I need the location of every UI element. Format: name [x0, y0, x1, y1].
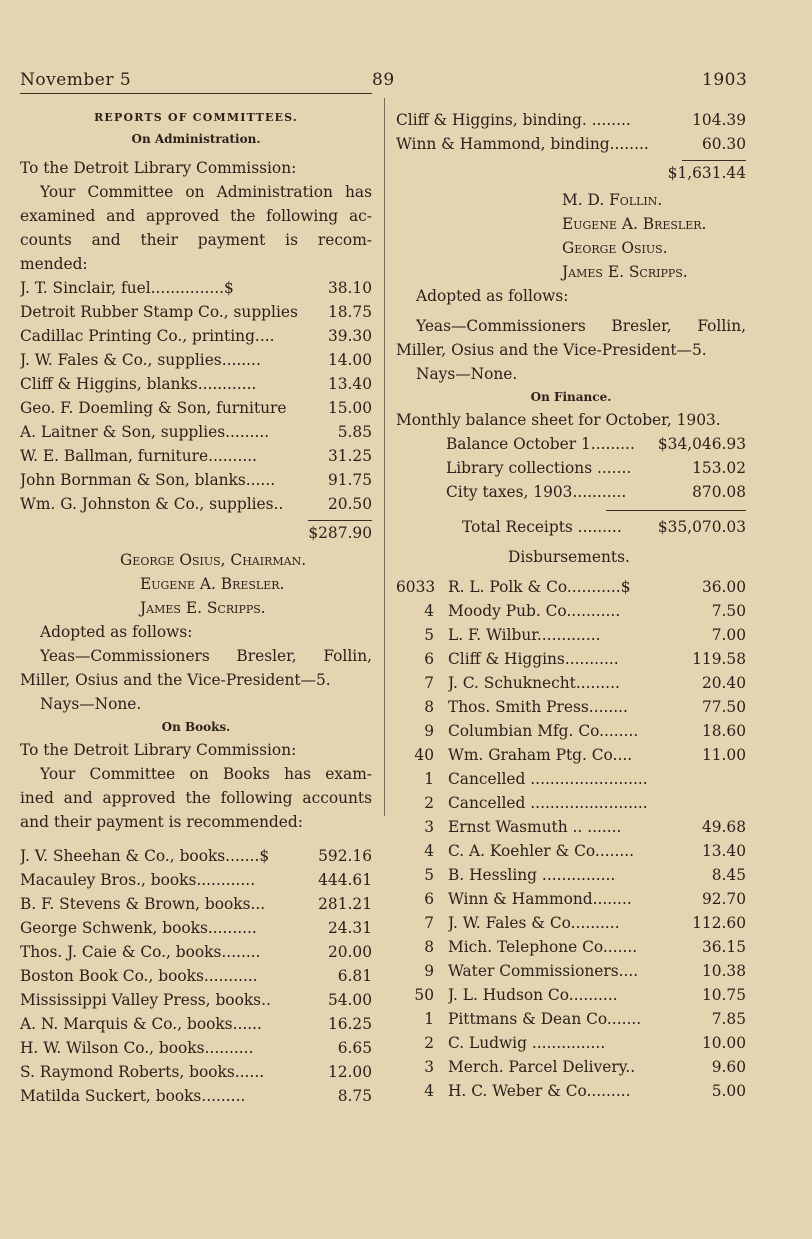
- payee: J. W. Fales & Co..........: [448, 914, 620, 932]
- books-total-amount: $1,631.44: [667, 164, 746, 182]
- disbursement-row: [396, 767, 746, 791]
- books-total: [396, 156, 746, 188]
- amount: 112.60: [692, 914, 746, 932]
- account-amount: 18.75: [327, 303, 372, 321]
- receipt-row: [396, 480, 746, 504]
- voucher-number: 50: [414, 986, 434, 1004]
- receipt-name: Balance October 1.........: [446, 435, 635, 453]
- amount: 11.00: [701, 746, 746, 764]
- disbursement-row: [396, 983, 746, 1007]
- subhead-administration: On Administration.: [131, 132, 261, 146]
- account-amount: 14.00: [327, 351, 372, 369]
- amount: 49.68: [701, 818, 746, 836]
- salutation: To the Detroit Library Commission:: [20, 159, 297, 177]
- account-name: Cliff & Higgins, blanks............: [20, 375, 257, 393]
- subhead-books: On Books.: [161, 720, 231, 734]
- voucher-number: 1: [424, 1010, 434, 1028]
- finance-intro: Monthly balance sheet for October, 1903.: [396, 411, 721, 429]
- account-name: John Bornman & Son, blanks......: [20, 471, 276, 489]
- account-name: J. W. Fales & Co., supplies........: [20, 351, 261, 369]
- header-date: November 5: [20, 70, 132, 90]
- amount: 36.00: [701, 578, 746, 596]
- account-name: J. V. Sheehan & Co., books.......$: [20, 847, 270, 865]
- receipt-name: Library collections .......: [446, 459, 632, 477]
- receipt-amount: 870.08: [692, 483, 746, 501]
- amount: 77.50: [701, 698, 746, 716]
- account-row: [20, 964, 372, 988]
- account-row: [20, 1084, 372, 1108]
- account-amount: 16.25: [327, 1015, 372, 1033]
- account-amount: 15.00: [327, 399, 372, 417]
- account-row: [396, 108, 746, 132]
- amount: 36.15: [701, 938, 746, 956]
- account-name: H. W. Wilson Co., books..........: [20, 1039, 254, 1057]
- account-row: [20, 940, 372, 964]
- account-row: [20, 868, 372, 892]
- account-row: [20, 468, 372, 492]
- intro-line: Your Committee on Administration has: [40, 183, 372, 201]
- disbursement-row: [396, 695, 746, 719]
- payee: Ernst Wasmuth .. .......: [448, 818, 622, 836]
- account-name: Matilda Suckert, books.........: [20, 1087, 246, 1105]
- voucher-number: 6: [424, 650, 434, 668]
- disbursement-row: [396, 863, 746, 887]
- amount: 7.00: [711, 626, 746, 644]
- amount: 10.75: [701, 986, 746, 1004]
- yeas-text: Miller, Osius and the Vice-President—5.: [20, 671, 331, 689]
- payee: Wm. Graham Ptg. Co....: [448, 746, 633, 764]
- section-heading: REPORTS OF COMMITTEES.: [94, 111, 298, 124]
- account-name: A. N. Marquis & Co., books......: [20, 1015, 262, 1033]
- account-amount: 13.40: [327, 375, 372, 393]
- amount: 5.00: [711, 1082, 746, 1100]
- voucher-number: 1: [424, 770, 434, 788]
- account-row: [20, 988, 372, 1012]
- intro-line: examined and approved the following ac-: [20, 207, 372, 225]
- amount: 13.40: [701, 842, 746, 860]
- disbursement-row: [396, 1031, 746, 1055]
- account-row: [20, 276, 372, 300]
- amount: 7.50: [711, 602, 746, 620]
- account-amount: 104.39: [692, 111, 746, 129]
- account-name: Cliff & Higgins, binding. ........: [396, 111, 631, 129]
- payee: L. F. Wilbur.............: [448, 626, 601, 644]
- account-amount: 592.16: [318, 847, 372, 865]
- amount: 9.60: [711, 1058, 746, 1076]
- voucher-number: 3: [424, 818, 434, 836]
- intro-line: counts and their payment is recom-: [20, 231, 372, 249]
- payee: Moody Pub. Co...........: [448, 602, 621, 620]
- account-name: George Schwenk, books..........: [20, 919, 257, 937]
- intro-line: mended:: [20, 255, 88, 273]
- account-name: Wm. G. Johnston & Co., supplies..: [20, 495, 284, 513]
- account-name: Geo. F. Doemling & Son, furniture: [20, 399, 287, 417]
- account-name: B. F. Stevens & Brown, books...: [20, 895, 266, 913]
- account-row: [20, 892, 372, 916]
- signature: M. D. Follin.: [562, 191, 663, 209]
- signature: James E. Scripps.: [562, 263, 688, 281]
- receipt-name: City taxes, 1903...........: [446, 483, 627, 501]
- payee: Cancelled ........................: [448, 770, 648, 788]
- payee: Cliff & Higgins...........: [448, 650, 619, 668]
- account-amount: 5.85: [337, 423, 372, 441]
- voucher-number: 9: [424, 962, 434, 980]
- receipt-row: [396, 456, 746, 480]
- payee: C. Ludwig ...............: [448, 1034, 606, 1052]
- intro-line: Your Committee on Books has exam-: [40, 765, 372, 783]
- disbursement-row: [396, 623, 746, 647]
- payee: B. Hessling ...............: [448, 866, 616, 884]
- voucher-number: 7: [424, 674, 434, 692]
- yeas-text: Miller, Osius and the Vice-President—5.: [396, 341, 707, 359]
- header-rule: [20, 93, 372, 94]
- account-amount: 281.21: [318, 895, 372, 913]
- account-row: [396, 132, 746, 156]
- account-name: Thos. J. Caie & Co., books........: [20, 943, 261, 961]
- payee: J. C. Schuknecht.........: [448, 674, 620, 692]
- disbursement-row: [396, 839, 746, 863]
- amount: 92.70: [701, 890, 746, 908]
- account-row: [20, 324, 372, 348]
- voucher-number: 7: [424, 914, 434, 932]
- account-name: Detroit Rubber Stamp Co., supplies: [20, 303, 298, 321]
- account-amount: 444.61: [318, 871, 372, 889]
- column-divider: [384, 98, 385, 816]
- account-amount: 6.65: [337, 1039, 372, 1057]
- left-column: [20, 108, 372, 1108]
- account-row: [20, 1060, 372, 1084]
- account-row: [20, 420, 372, 444]
- voucher-number: 4: [424, 602, 434, 620]
- account-amount: 60.30: [701, 135, 746, 153]
- account-name: S. Raymond Roberts, books......: [20, 1063, 265, 1081]
- disbursement-row: [396, 911, 746, 935]
- payee: Thos. Smith Press........: [448, 698, 628, 716]
- right-column: [396, 108, 746, 1103]
- account-amount: 24.31: [327, 919, 372, 937]
- voucher-number: 2: [424, 794, 434, 812]
- intro-line: ined and approved the following accounts: [20, 789, 372, 807]
- payee: Winn & Hammond........: [448, 890, 632, 908]
- account-amount: 39.30: [327, 327, 372, 345]
- signature: James E. Scripps.: [140, 599, 266, 617]
- payee: H. C. Weber & Co.........: [448, 1082, 631, 1100]
- account-name: Winn & Hammond, binding........: [396, 135, 649, 153]
- account-amount: 20.00: [327, 943, 372, 961]
- payee: Merch. Parcel Delivery..: [448, 1058, 636, 1076]
- account-row: [20, 348, 372, 372]
- disbursement-row: [396, 647, 746, 671]
- voucher-number: 3: [424, 1058, 434, 1076]
- page-number: 89: [372, 70, 395, 90]
- disbursement-row: [396, 743, 746, 767]
- signature: George Osius, Chairman.: [120, 551, 307, 569]
- receipts-total-amount: $35,070.03: [657, 518, 746, 536]
- disbursement-row: [396, 791, 746, 815]
- yeas-text: Yeas—Commissioners Bresler, Follin,: [416, 317, 746, 335]
- amount: 10.38: [701, 962, 746, 980]
- admin-total: [20, 516, 372, 548]
- disbursement-row: [396, 1055, 746, 1079]
- account-name: Cadillac Printing Co., printing....: [20, 327, 275, 345]
- payee: Pittmans & Dean Co.......: [448, 1010, 642, 1028]
- receipt-amount: 153.02: [692, 459, 746, 477]
- receipt-row: [396, 432, 746, 456]
- salutation: To the Detroit Library Commission:: [20, 741, 297, 759]
- disbursement-row: [396, 887, 746, 911]
- adopted-text: Adopted as follows:: [416, 287, 569, 305]
- receipts-total-row: [396, 515, 746, 539]
- account-amount: 91.75: [327, 471, 372, 489]
- amount: 10.00: [701, 1034, 746, 1052]
- account-row: [20, 372, 372, 396]
- account-row: [20, 492, 372, 516]
- header-year: 1903: [702, 70, 748, 90]
- amount: 8.45: [711, 866, 746, 884]
- amount: 18.60: [701, 722, 746, 740]
- disbursement-row: [396, 1079, 746, 1103]
- admin-total-amount: $287.90: [308, 524, 372, 542]
- voucher-number: 5: [424, 626, 434, 644]
- voucher-number: 4: [424, 842, 434, 860]
- voucher-number: 40: [414, 746, 434, 764]
- account-amount: 8.75: [337, 1087, 372, 1105]
- account-row: [20, 396, 372, 420]
- account-row: [20, 300, 372, 324]
- amount: 20.40: [701, 674, 746, 692]
- voucher-number: 2: [424, 1034, 434, 1052]
- disbursement-row: [396, 959, 746, 983]
- payee: Water Commissioners....: [448, 962, 639, 980]
- account-amount: 54.00: [327, 991, 372, 1009]
- disbursement-row: [396, 575, 746, 599]
- amount: 119.58: [692, 650, 746, 668]
- account-amount: 38.10: [327, 279, 372, 297]
- account-row: [20, 844, 372, 868]
- voucher-number: 5: [424, 866, 434, 884]
- account-name: Mississippi Valley Press, books..: [20, 991, 271, 1009]
- voucher-number: 6: [424, 890, 434, 908]
- account-name: Macauley Bros., books............: [20, 871, 256, 889]
- disbursements-title: Disbursements.: [508, 548, 630, 566]
- payee: Mich. Telephone Co.......: [448, 938, 638, 956]
- payee: J. L. Hudson Co..........: [448, 986, 618, 1004]
- nays-text: Nays—None.: [416, 365, 518, 383]
- account-name: J. T. Sinclair, fuel...............$: [20, 279, 234, 297]
- payee: Columbian Mfg. Co........: [448, 722, 639, 740]
- receipt-amount: $34,046.93: [657, 435, 746, 453]
- account-amount: 31.25: [327, 447, 372, 465]
- subhead-finance: On Finance.: [530, 390, 612, 404]
- account-name: A. Laitner & Son, supplies.........: [20, 423, 270, 441]
- intro-line: and their payment is recommended:: [20, 813, 303, 831]
- payee: R. L. Polk & Co...........$: [448, 578, 631, 596]
- receipts-rule: [606, 510, 746, 511]
- account-row: [20, 1012, 372, 1036]
- account-name: Boston Book Co., books...........: [20, 967, 258, 985]
- payee: C. A. Koehler & Co........: [448, 842, 635, 860]
- disbursement-row: [396, 671, 746, 695]
- payee: Cancelled ........................: [448, 794, 648, 812]
- account-amount: 20.50: [327, 495, 372, 513]
- amount: 7.85: [711, 1010, 746, 1028]
- yeas-text: Yeas—Commissioners Bresler, Follin,: [40, 647, 372, 665]
- signature: George Osius.: [562, 239, 668, 257]
- voucher-number: 9: [424, 722, 434, 740]
- voucher-number: 8: [424, 698, 434, 716]
- voucher-number: 6033: [396, 578, 436, 596]
- receipts-total-label: Total Receipts .........: [462, 518, 622, 536]
- adopted-text: Adopted as follows:: [40, 623, 193, 641]
- disbursement-row: [396, 935, 746, 959]
- account-amount: 12.00: [327, 1063, 372, 1081]
- disbursement-row: [396, 599, 746, 623]
- account-row: [20, 444, 372, 468]
- signature: Eugene A. Bresler.: [140, 575, 285, 593]
- disbursement-row: [396, 719, 746, 743]
- account-row: [20, 916, 372, 940]
- voucher-number: 8: [424, 938, 434, 956]
- account-amount: 6.81: [337, 967, 372, 985]
- disbursement-row: [396, 1007, 746, 1031]
- disbursement-row: [396, 815, 746, 839]
- nays-text: Nays—None.: [40, 695, 142, 713]
- account-name: W. E. Ballman, furniture..........: [20, 447, 258, 465]
- voucher-number: 4: [424, 1082, 434, 1100]
- account-row: [20, 1036, 372, 1060]
- signature: Eugene A. Bresler.: [562, 215, 707, 233]
